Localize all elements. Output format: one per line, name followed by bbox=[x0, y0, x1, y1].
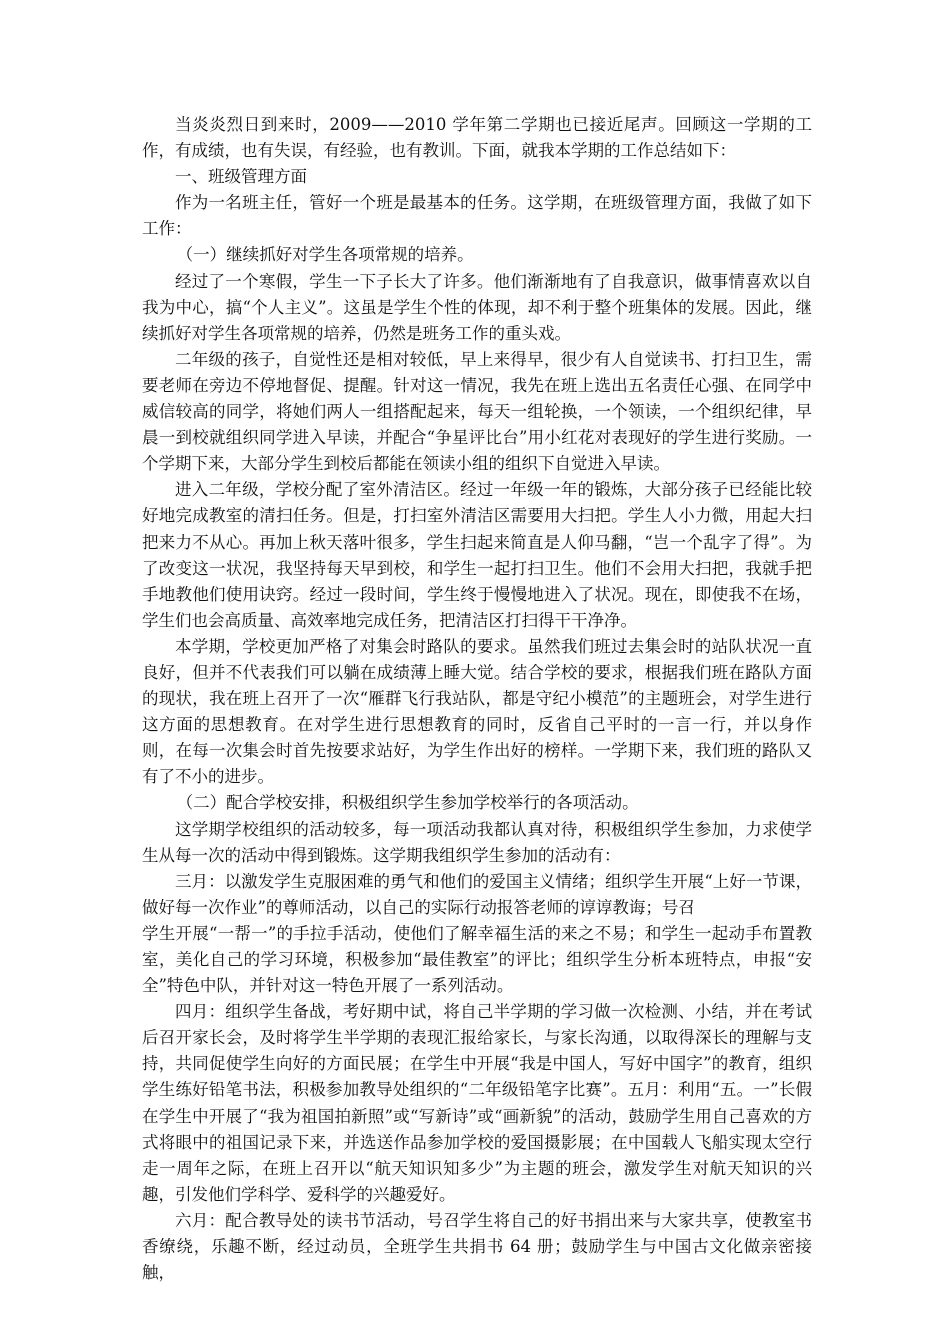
subheading-school-activities: （二）配合学校安排，积极组织学生参加学校举行的各项活动。 bbox=[176, 793, 639, 813]
paragraph-assembly-lineup: 本学期，学校更加严格了对集会时路队的要求。虽然我们班过去集会时的站队状况一直良好，但并不代表我们可以躺在成绩薄上睡大觉。结合学校的要求，根据我们班在路队方面的现状，我在班上召开了一次“雁群飞行我站队，都是守纪小模范”的主题班会，对学生进行这方面的思想教育。在对学生进行思想教育的同时，反省自己平时的一言一行，并以身作则，在每一次集会时首先按要求站好，为学生作出好的榜样。一学期下来，我们班的路队又有了不小的进步。 bbox=[142, 636, 812, 787]
paragraph-april-may-activities: 四月：组织学生备战，考好期中试，将自己半学期的学习做一次检测、小结，并在考试后召开家长会，及时将学生半学期的表现汇报给家长，与家长沟通，以取得深长的理解与支持，共同促使学生向好的方面民展；在学生中开展“我是中国人，写好中国字”的教育，组织学生练好铅笔书法，积极参加教导处组织的“二年级铅笔字比赛”。五月：利用“五。一”长假在学生中开展了“我为祖国拍新照”或“写新诗”或“画新貌”的活动，鼓励学生用自己喜欢的方式将眼中的祖国记录下来，并选送作品参加学校的爱国摄影展；在中国载人飞船实现太空行走一周年之际，在班上召开以“航天知识知多少”为主题的班会，激发学生对航天知识的兴趣，引发他们学科学、爱科学的兴趣爱好。 bbox=[142, 1002, 812, 1204]
paragraph-june-activities: 六月：配合教导处的读书节活动，号召学生将自己的好书捐出来与大家共享，使教室书香缭绕，乐趣不断，经过动员，全班学生共捐书 64 册；鼓励学生与中国古文化做亲密接触， bbox=[142, 1210, 812, 1283]
subheading-routine-training: （一）继续抓好对学生各项常规的培养。 bbox=[176, 245, 474, 265]
paragraph-march-activities: 三月：以激发学生克服困难的勇气和他们的爱国主义情绪；组织学生开展“上好一节课，做好每一次作业”的尊师活动，以自己的实际行动报答老师的谆谆教诲；号召 bbox=[142, 871, 812, 917]
paragraph-cleaning-area: 进入二年级，学校分配了室外清洁区。经过一年级一年的锻炼，大部分孩子已经能比较好地完成教室的清扫任务。但是，打扫室外清洁区需要用大扫把。学生人小力微，用起大扫把来力不从心。再加上秋天落叶很多，学生扫起来简直是人仰马翻，“岂一个乱字了得”。为了改变这一状况，我坚持每天早到校，和学生一起打扫卫生。他们不会用大扫把，我就手把手地教他们使用诀窍。经过一段时间，学生终于慢慢地进入了状况。现在，即使我不在场，学生们也会高质量、高效率地完成任务，把清洁区打扫得干干净净。 bbox=[142, 480, 812, 630]
paragraph-winter-break: 经过了一个寒假，学生一下子长大了许多。他们渐渐地有了自我意识，做事情喜欢以自我为中心，搞“个人主义”。这虽是学生个性的体现，却不利于整个班集体的发展。因此，继续抓好对学生各项常规的培养，仍然是班务工作的重头戏。 bbox=[142, 271, 812, 343]
paragraph-morning-reading: 二年级的孩子，自觉性还是相对较低，早上来得早，很少有人自觉读书、打扫卫生，需要老师在旁边不停地督促、提醒。针对这一情况，我先在班上选出五名责任心强、在同学中威信较高的同学，将她们两人一组搭配起来，每天一组轮换，一个领读，一个组织纪律，早晨一到校就组织同学进入早读，并配合“争星评比台”用小红花对表现好的学生进行奖励。一个学期下来，大部分学生到校后都能在领读小组的组织下自觉进入早读。 bbox=[142, 349, 812, 474]
document-body bbox=[142, 112, 812, 1286]
paragraph-head-teacher-role: 作为一名班主任，管好一个班是最基本的任务。这学期，在班级管理方面，我做了如下工作： bbox=[142, 193, 812, 239]
intro-paragraph: 当炎炎烈日到来时，2009——2010 学年第二学期也已接近尾声。回顾这一学期的工作，有成绩，也有失误，有经验，也有教训。下面，就我本学期的工作总结如下： bbox=[142, 115, 812, 161]
paragraph-march-continued: 学生开展“一帮一”的手拉手活动，使他们了解幸福生活的来之不易；和学生一起动手布置教室，美化自己的学习环境，积极参加“最佳教室”的评比；组织学生分析本班特点，申报“安全”特色中队，并针对这一特色开展了一系列活动。 bbox=[142, 923, 812, 996]
section-heading-class-management: 一、班级管理方面 bbox=[175, 167, 307, 187]
paragraph-activities-intro: 这学期学校组织的活动较多，每一项活动我都认真对待，积极组织学生参加，力求使学生从每一次的活动中得到锻炼。这学期我组织学生参加的活动有： bbox=[142, 819, 812, 865]
